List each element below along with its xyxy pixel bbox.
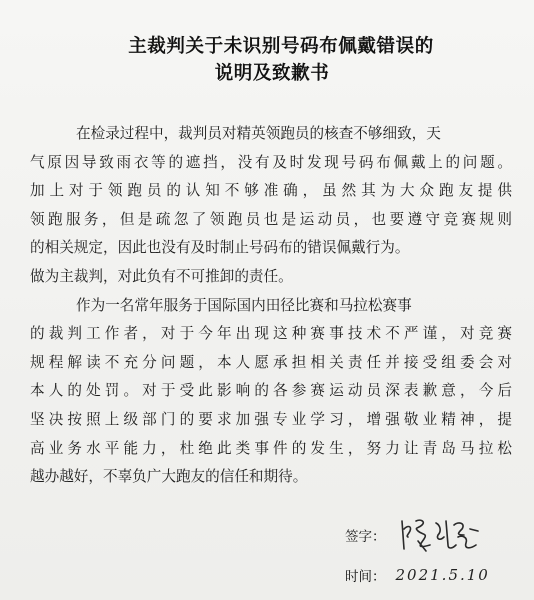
handwritten-date: 2021.5.10 <box>395 566 490 584</box>
document-title-line-2: 说明及致歉书 <box>214 63 330 84</box>
paragraph-2-line-2: 的裁判工作者，对于今年出现这种赛事技术不严谨，对竞赛 <box>30 325 512 343</box>
paragraph-2-line-4: 本人的处罚。对于受此影响的各参赛运动员深表歉意，今后 <box>30 382 512 400</box>
paragraph-1-line-3: 加上对于领跑员的认知不够准确，虽然其为大众跑友提供 <box>30 182 512 200</box>
paragraph-1-line-5: 的相关规定，因此也没有及时制止号码布的错误佩戴行为。 <box>30 239 410 257</box>
paragraph-2-line-5: 坚决按照上级部门的要求加强专业学习，增强敬业精神，提 <box>30 410 512 428</box>
handwritten-signature <box>396 515 486 555</box>
paragraph-2-line-7: 越办越好，不辜负广大跑友的信任和期待。 <box>30 468 308 486</box>
paragraph-1-line-1: 在检录过程中，裁判员对精英领跑员的核查不够细致，天 <box>76 125 441 142</box>
paragraph-2-line-1: 作为一名常年服务于国际国内田径比赛和马拉松赛事 <box>76 296 412 314</box>
date-label: 时间： <box>345 569 386 585</box>
document-title-line-1: 主裁判关于未识别号码布佩戴错误的 <box>128 36 434 57</box>
signature-label: 签字： <box>345 529 386 545</box>
date-row <box>345 560 490 590</box>
signature-row <box>345 518 486 552</box>
paragraph-1-line-6: 做为主裁判，对此负有不可推卸的责任。 <box>30 267 293 285</box>
paragraph-1-line-2: 气原因导致雨衣等的遮挡，没有及时发现号码布佩戴上的问题。 <box>30 153 512 171</box>
paragraph-1-line-4: 领跑服务，但是疏忽了领跑员也是运动员，也要遵守竞赛规则 <box>30 210 512 228</box>
paragraph-2-line-6: 高业务水平能力，杜绝此类事件的发生，努力让青岛马拉松 <box>30 439 512 457</box>
letter-body <box>30 120 512 492</box>
paragraph-2-line-3: 规程解读不充分问题，本人愿承担相关责任并接受组委会对 <box>30 353 512 371</box>
